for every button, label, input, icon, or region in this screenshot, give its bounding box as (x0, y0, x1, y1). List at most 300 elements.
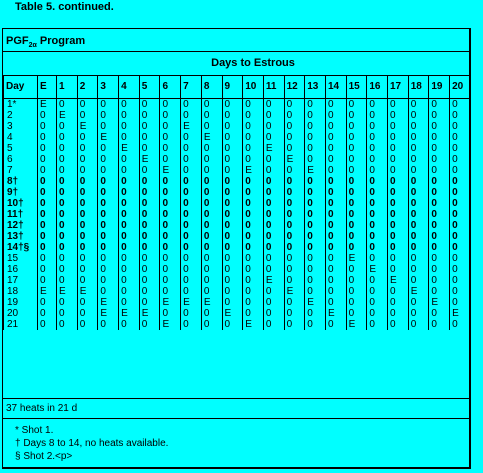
table-cell: 0 (77, 242, 98, 253)
table-cell: 0 (263, 319, 284, 330)
table-cell: 0 (429, 308, 450, 319)
table-cell: E (139, 154, 160, 165)
table-cell: 0 (305, 176, 326, 187)
table-cell: 0 (243, 242, 264, 253)
table-cell: 0 (284, 176, 305, 187)
table-cell: 0 (346, 110, 367, 121)
table-cell: E (367, 264, 388, 275)
table-cell: 0 (38, 132, 57, 143)
table-cell: 0 (222, 143, 243, 154)
table-cell: 0 (325, 286, 346, 297)
table-cell: 0 (367, 242, 388, 253)
table-cell: 0 (450, 176, 471, 187)
table-cell: 0 (325, 176, 346, 187)
table-cell: 0 (429, 242, 450, 253)
column-header: 2 (77, 76, 98, 99)
table-cell: 0 (367, 231, 388, 242)
table-cell: 0 (38, 264, 57, 275)
table-cell: 0 (346, 297, 367, 308)
column-header: 1 (57, 76, 78, 99)
table-cell: 0 (263, 264, 284, 275)
table-cell: 0 (119, 242, 140, 253)
table-cell: 0 (98, 187, 119, 198)
table-cell: 0 (222, 286, 243, 297)
table-cell: 0 (388, 264, 409, 275)
column-header: 13 (305, 76, 326, 99)
table-cell: 0 (38, 253, 57, 264)
table-cell: E (119, 308, 140, 319)
table-cell: 0 (98, 264, 119, 275)
table-cell: 0 (38, 198, 57, 209)
table-cell: 0 (243, 99, 264, 111)
divider (3, 418, 469, 419)
table-cell: E (181, 121, 202, 132)
table-cell: 0 (450, 154, 471, 165)
table-cell: 0 (160, 231, 181, 242)
table-cell: 0 (243, 198, 264, 209)
table-cell: 0 (57, 198, 78, 209)
column-header: 12 (284, 76, 305, 99)
table-cell: 0 (388, 154, 409, 165)
table-cell: 0 (388, 187, 409, 198)
table-cell: 0 (408, 264, 429, 275)
table-cell: 0 (263, 121, 284, 132)
table-cell: 0 (243, 308, 264, 319)
table-cell: 0 (160, 209, 181, 220)
footnote: * Shot 1. (15, 425, 54, 436)
table-cell: 0 (263, 176, 284, 187)
table-cell: E (98, 308, 119, 319)
table-cell: E (160, 165, 181, 176)
table-cell: 0 (305, 286, 326, 297)
table-cell: E (325, 308, 346, 319)
table-cell: 0 (367, 176, 388, 187)
table-cell: 0 (388, 198, 409, 209)
row-day-label: 14†§ (4, 242, 38, 253)
table-cell: 0 (222, 220, 243, 231)
table-cell: 0 (243, 176, 264, 187)
table-cell: 0 (222, 154, 243, 165)
table-cell: 0 (408, 143, 429, 154)
table-cell: 0 (201, 231, 222, 242)
table-cell: E (201, 132, 222, 143)
table-cell: 0 (450, 187, 471, 198)
table-cell: E (160, 297, 181, 308)
table-cell: 0 (408, 209, 429, 220)
table-cell: 0 (367, 319, 388, 330)
table-cell: 0 (201, 143, 222, 154)
column-header: 4 (119, 76, 140, 99)
table-cell: 0 (388, 110, 409, 121)
table-cell: 0 (201, 209, 222, 220)
table-cell: 0 (429, 220, 450, 231)
table-cell: 0 (346, 187, 367, 198)
table-cell: 0 (305, 220, 326, 231)
table-cell: 0 (325, 275, 346, 286)
row-day-label: 18 (4, 286, 38, 297)
table-cell: 0 (388, 209, 409, 220)
table-cell: 0 (305, 275, 326, 286)
table-caption: Table 5. continued. (15, 1, 114, 13)
table-cell: 0 (388, 319, 409, 330)
table-cell: 0 (388, 220, 409, 231)
table-cell: 0 (181, 308, 202, 319)
table-cell: 0 (450, 242, 471, 253)
table-cell: 0 (77, 187, 98, 198)
table-cell: 0 (388, 286, 409, 297)
row-day-label: 6 (4, 154, 38, 165)
table-cell: 0 (222, 275, 243, 286)
table-cell: 0 (429, 231, 450, 242)
table-cell: E (346, 253, 367, 264)
table-cell: 0 (119, 286, 140, 297)
table-cell: 0 (305, 121, 326, 132)
table-row (4, 297, 471, 308)
table-cell: 0 (160, 264, 181, 275)
table-cell: 0 (429, 286, 450, 297)
table-cell: 0 (201, 220, 222, 231)
row-day-label: 7 (4, 165, 38, 176)
table-cell: 0 (98, 176, 119, 187)
table-cell: 0 (181, 319, 202, 330)
table-cell: 0 (181, 176, 202, 187)
table-cell: 0 (429, 209, 450, 220)
table-cell: 0 (57, 176, 78, 187)
table-cell: 0 (263, 286, 284, 297)
table-cell: 0 (160, 99, 181, 111)
table-cell: 0 (408, 231, 429, 242)
table-cell: 0 (98, 121, 119, 132)
table-cell: 0 (408, 132, 429, 143)
table-cell: 0 (367, 110, 388, 121)
table-frame (2, 28, 471, 469)
table-cell: 0 (222, 99, 243, 111)
footnotes (15, 424, 168, 463)
table-cell: 0 (160, 286, 181, 297)
table-cell: 0 (222, 209, 243, 220)
table-cell: 0 (367, 209, 388, 220)
row-day-label: 5 (4, 143, 38, 154)
footnote: † Days 8 to 14, no heats available. (15, 438, 169, 449)
table-cell: 0 (222, 319, 243, 330)
table-cell: 0 (429, 187, 450, 198)
table-cell: E (98, 132, 119, 143)
table-cell: 0 (181, 99, 202, 111)
table-cell: 0 (450, 198, 471, 209)
table-cell: 0 (263, 99, 284, 111)
table-row (4, 198, 471, 209)
table-cell: 0 (119, 99, 140, 111)
table-cell: 0 (346, 143, 367, 154)
table-cell: 0 (367, 187, 388, 198)
table-cell: E (263, 275, 284, 286)
table-cell: 0 (243, 110, 264, 121)
table-cell: 0 (408, 220, 429, 231)
table-cell: 0 (243, 154, 264, 165)
table-cell: 0 (346, 165, 367, 176)
table-cell: 0 (367, 165, 388, 176)
table-cell: 0 (325, 99, 346, 111)
table-cell: 0 (139, 319, 160, 330)
table-cell: 0 (77, 308, 98, 319)
table-cell: 0 (429, 165, 450, 176)
table-cell: 0 (450, 319, 471, 330)
table-cell: E (201, 297, 222, 308)
table-cell: 0 (243, 220, 264, 231)
table-row (4, 187, 471, 198)
table-cell: 0 (346, 231, 367, 242)
table-cell: 0 (325, 231, 346, 242)
table-cell: 0 (450, 132, 471, 143)
table-cell: 0 (201, 99, 222, 111)
table-cell: 0 (284, 209, 305, 220)
table-cell: 0 (325, 319, 346, 330)
table-cell: 0 (38, 231, 57, 242)
table-cell: 0 (38, 308, 57, 319)
table-cell: 0 (201, 187, 222, 198)
table-cell: 0 (284, 319, 305, 330)
table-cell: 0 (160, 308, 181, 319)
table-cell: 0 (181, 187, 202, 198)
table-cell: 0 (346, 176, 367, 187)
table-cell: 0 (222, 110, 243, 121)
table-cell: 0 (57, 275, 78, 286)
table-cell: 0 (450, 121, 471, 132)
table-cell: 0 (119, 176, 140, 187)
table-cell: 0 (450, 297, 471, 308)
table-cell: E (243, 165, 264, 176)
table-row (4, 132, 471, 143)
table-cell: 0 (243, 275, 264, 286)
table-cell: 0 (201, 110, 222, 121)
table-cell: 0 (181, 253, 202, 264)
table-cell: 0 (305, 231, 326, 242)
table-cell: 0 (450, 209, 471, 220)
table-cell: 0 (77, 132, 98, 143)
table-cell: 0 (325, 121, 346, 132)
table-cell: 0 (201, 176, 222, 187)
table-cell: 0 (201, 154, 222, 165)
table-cell: 0 (243, 297, 264, 308)
column-header: 6 (160, 76, 181, 99)
table-cell: 0 (367, 297, 388, 308)
table-cell: 0 (284, 99, 305, 111)
table-cell: 0 (450, 264, 471, 275)
row-day-label: 17 (4, 275, 38, 286)
table-cell: 0 (57, 242, 78, 253)
table-cell: 0 (222, 132, 243, 143)
table-cell: 0 (139, 253, 160, 264)
table-cell: 0 (325, 264, 346, 275)
table-cell: 0 (77, 264, 98, 275)
table-cell: 0 (450, 165, 471, 176)
table-cell: 0 (325, 242, 346, 253)
row-day-label: 19 (4, 297, 38, 308)
table-cell: 0 (243, 187, 264, 198)
table-cell: 0 (98, 275, 119, 286)
table-cell: 0 (139, 220, 160, 231)
table-cell: 0 (263, 231, 284, 242)
table-cell: 0 (77, 198, 98, 209)
table-cell: 0 (367, 132, 388, 143)
table-cell: 0 (367, 121, 388, 132)
divider (3, 51, 469, 52)
table-cell: 0 (98, 99, 119, 111)
column-header: 19 (429, 76, 450, 99)
table-cell: 0 (181, 154, 202, 165)
table-cell: 0 (181, 231, 202, 242)
table-cell: 0 (98, 242, 119, 253)
table-cell: 0 (181, 198, 202, 209)
table-cell: 0 (346, 242, 367, 253)
table-cell: 0 (160, 143, 181, 154)
table-cell: 0 (181, 275, 202, 286)
row-day-label: 4 (4, 132, 38, 143)
table-cell: 0 (119, 154, 140, 165)
table-row (4, 209, 471, 220)
table-cell: 0 (139, 121, 160, 132)
table-cell: 0 (305, 99, 326, 111)
column-header: 15 (346, 76, 367, 99)
table-row (4, 121, 471, 132)
table-cell: 0 (38, 319, 57, 330)
table-cell: 0 (284, 253, 305, 264)
column-header: 7 (181, 76, 202, 99)
table-cell: 0 (429, 154, 450, 165)
table-cell: 0 (367, 308, 388, 319)
table-cell: 0 (77, 143, 98, 154)
table-cell: 0 (98, 198, 119, 209)
table-cell: 0 (98, 154, 119, 165)
table-cell: 0 (429, 253, 450, 264)
table-cell: 0 (325, 297, 346, 308)
table-cell: 0 (346, 209, 367, 220)
table-cell: E (408, 286, 429, 297)
table-cell: 0 (77, 99, 98, 111)
table-row (4, 143, 471, 154)
table-cell: 0 (181, 110, 202, 121)
table-cell: 0 (284, 231, 305, 242)
table-cell: 0 (222, 121, 243, 132)
table-cell: 0 (284, 264, 305, 275)
table-cell: 0 (325, 165, 346, 176)
row-day-label: 15 (4, 253, 38, 264)
table-cell: 0 (139, 176, 160, 187)
footnote: § Shot 2.<p> (15, 451, 73, 462)
table-cell: 0 (367, 198, 388, 209)
table-cell: 0 (346, 264, 367, 275)
table-cell: 0 (38, 121, 57, 132)
row-day-label: 21 (4, 319, 38, 330)
estrous-grid (3, 75, 471, 330)
table-cell: 0 (119, 231, 140, 242)
table-cell: 0 (160, 187, 181, 198)
table-cell: E (57, 110, 78, 121)
table-cell: 0 (139, 110, 160, 121)
table-cell: 0 (57, 308, 78, 319)
table-cell: 0 (346, 308, 367, 319)
table-cell: 0 (243, 209, 264, 220)
table-row (4, 110, 471, 121)
table-cell: 0 (222, 165, 243, 176)
table-cell: 0 (119, 132, 140, 143)
table-cell: 0 (305, 253, 326, 264)
table-cell: E (263, 143, 284, 154)
table-cell: 0 (450, 110, 471, 121)
table-cell: 0 (181, 143, 202, 154)
table-cell: 0 (284, 165, 305, 176)
table-cell: 0 (119, 121, 140, 132)
table-cell: 0 (119, 209, 140, 220)
row-day-label: 16 (4, 264, 38, 275)
table-cell: 0 (408, 187, 429, 198)
table-cell: 0 (243, 264, 264, 275)
table-cell: 0 (160, 242, 181, 253)
table-cell: 0 (201, 242, 222, 253)
table-row (4, 220, 471, 231)
table-cell: 0 (305, 319, 326, 330)
table-cell: 0 (388, 176, 409, 187)
table-cell: 0 (38, 297, 57, 308)
table-cell: 0 (243, 231, 264, 242)
table-cell: 0 (57, 220, 78, 231)
table-cell: E (305, 165, 326, 176)
table-cell: 0 (201, 198, 222, 209)
table-cell: 0 (408, 319, 429, 330)
table-cell: 0 (388, 132, 409, 143)
table-cell: 0 (201, 253, 222, 264)
table-cell: 0 (98, 143, 119, 154)
table-cell: 0 (181, 132, 202, 143)
table-row (4, 253, 471, 264)
table-cell: E (57, 286, 78, 297)
table-cell: 0 (429, 264, 450, 275)
table-cell: 0 (139, 143, 160, 154)
table-cell: 0 (181, 264, 202, 275)
table-cell: 0 (305, 308, 326, 319)
table-cell: 0 (367, 253, 388, 264)
table-cell: 0 (57, 231, 78, 242)
table-cell: 0 (160, 132, 181, 143)
table-cell: E (388, 275, 409, 286)
table-cell: 0 (408, 121, 429, 132)
column-header: 5 (139, 76, 160, 99)
table-cell: 0 (98, 165, 119, 176)
table-cell: 0 (139, 99, 160, 111)
table-cell: 0 (119, 165, 140, 176)
table-cell: 0 (305, 143, 326, 154)
table-cell: 0 (181, 242, 202, 253)
column-header: 20 (450, 76, 471, 99)
table-cell: 0 (429, 110, 450, 121)
table-cell: 0 (77, 165, 98, 176)
table-cell: 0 (201, 319, 222, 330)
table-cell: E (181, 297, 202, 308)
table-cell: 0 (181, 220, 202, 231)
table-cell: E (450, 308, 471, 319)
column-header: 14 (325, 76, 346, 99)
table-cell: E (119, 143, 140, 154)
table-cell: 0 (38, 242, 57, 253)
table-cell: 0 (77, 253, 98, 264)
table-cell: 0 (139, 231, 160, 242)
table-cell: 0 (325, 220, 346, 231)
table-cell: 0 (222, 187, 243, 198)
days-to-estrous-header: Days to Estrous (211, 57, 295, 69)
table-cell: 0 (201, 308, 222, 319)
table-cell: 0 (160, 198, 181, 209)
table-cell: 0 (429, 319, 450, 330)
